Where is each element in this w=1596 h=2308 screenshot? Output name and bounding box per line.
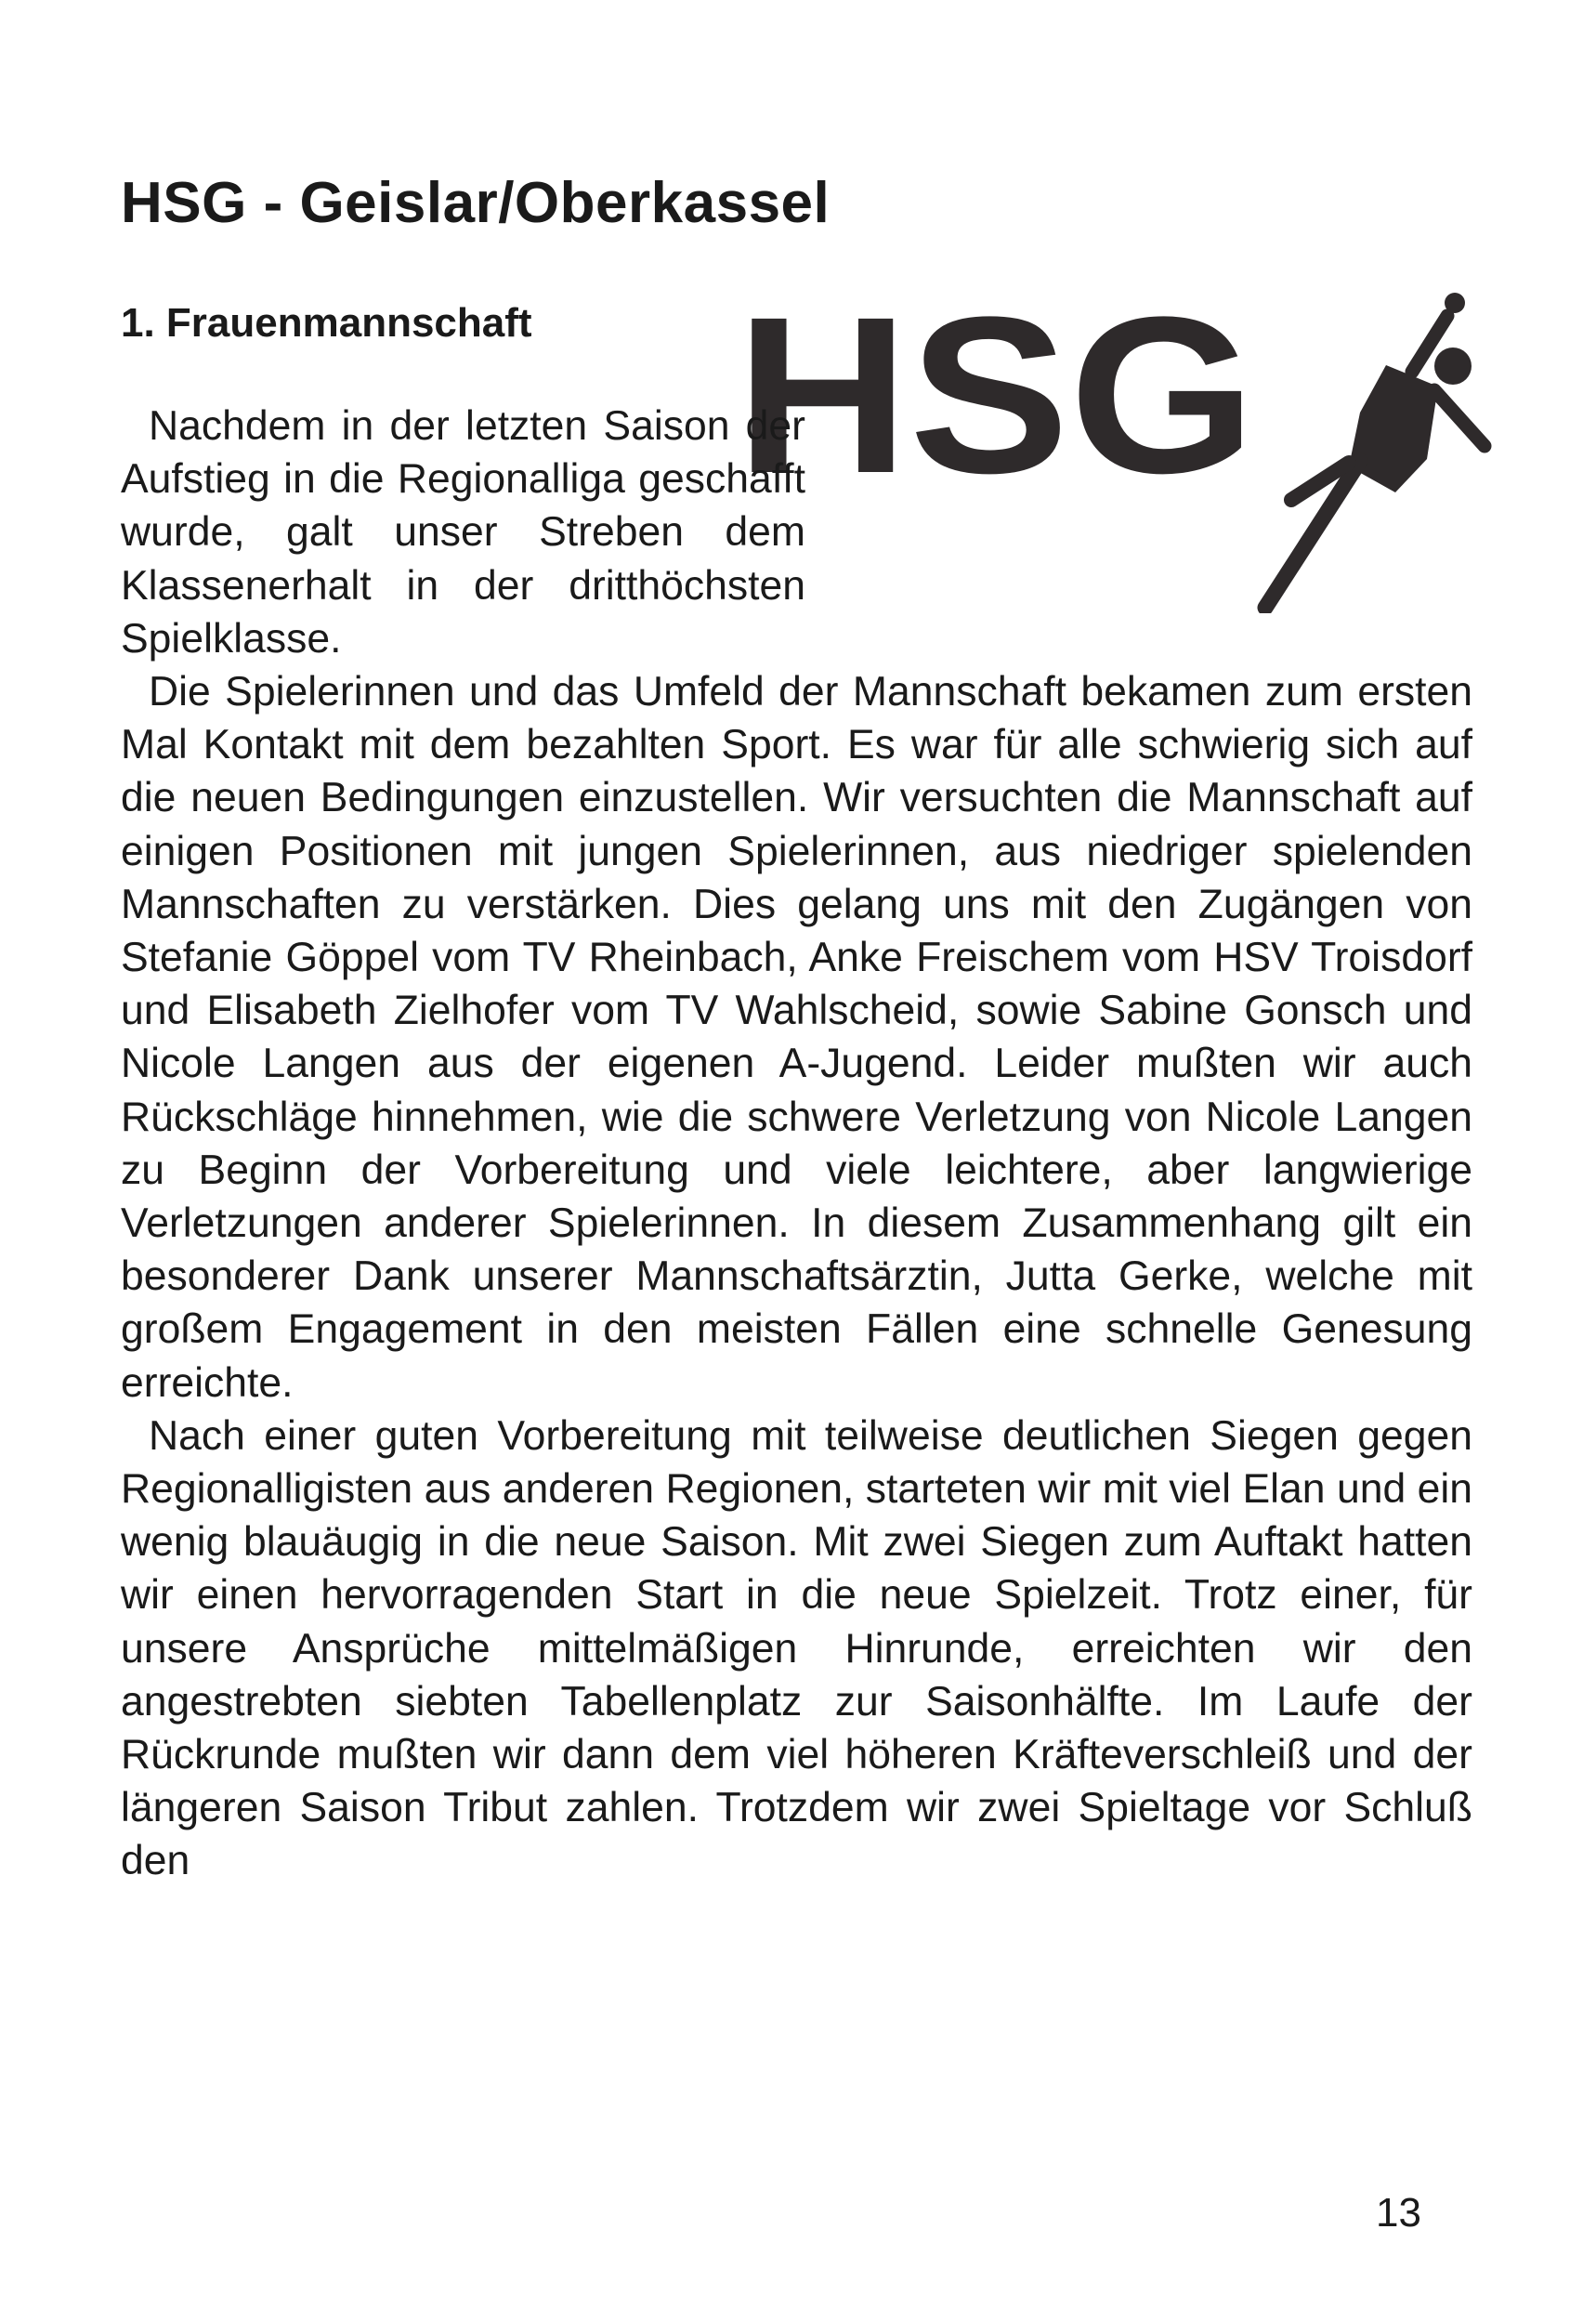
paragraph-intro: Nachdem in der letzten Saison der Aufstieg in die Regionalliga geschafft wurde, galt unser Streben dem Klassenerhalt in der dritthöchsten Spielklasse. xyxy=(121,403,805,662)
logo-wrap-spacer xyxy=(805,400,1472,621)
section-heading: 1. Frauenmannschaft xyxy=(121,300,532,346)
hsg-logo-text: HSG xyxy=(736,277,1256,519)
page-title: HSG - Geislar/Oberkassel xyxy=(121,171,831,235)
paragraph-team: Die Spielerinnen und das Umfeld der Mannschaft bekamen zum ersten Mal Kontakt mit dem bezahlten Sport. Es war für alle schwierig sich auf die neuen Bedingungen einzustellen. Wir versuchten die Mannschaft auf einigen Positionen mit jungen Spielerinnen, aus niedriger spielenden Mannschaften zu verstärken. Dies gelang uns mit den Zugängen von Stefanie Göppel vom TV Rheinbach, Anke Freischem vom HSV Troisdorf und Elisabeth Zielhofer vom TV Wahlscheid, sowie Sabine Gonsch und Nicole Langen aus der eigenen A-Jugend. Leider mußten wir auch Rückschläge hinnehmen, wie die schwere Verletzung von Nicole Langen zu Beginn der Vorbereitung und viele leichtere, aber langwierige Verletzungen anderer Spielerinnen. In diesem Zusammenhang gilt ein besonderer Dank unserer Mannschaftsärztin, Jutta Gerke, welche mit großem Engagement in den meisten Fällen eine schnelle Genesung erreichte. xyxy=(121,669,1472,1406)
page-number: 13 xyxy=(1376,2190,1421,2236)
paragraph-season: Nach einer guten Vorbereitung mit teilweise deutlichen Siegen gegen Regionalligisten aus anderen Regionen, starteten wir mit viel Elan und ein wenig blauäugig in die neue Saison. Mit zwei Siegen zum Auftakt hatten wir einen hervorragenden Start in die neue Spielzeit. Trotz einer, für unsere Ansprüche mittelmäßigen Hinrunde, erreichten wir den angestrebten siebten Tabellenplatz zur Saisonhälfte. Im Laufe der Rückrunde mußten wir dann dem viel höheren Kräfteverschleiß und der längeren Saison Tribut zahlen. Trotzdem wir zwei Spieltage vor Schluß den xyxy=(121,1412,1472,1884)
article-body xyxy=(121,400,1472,1888)
